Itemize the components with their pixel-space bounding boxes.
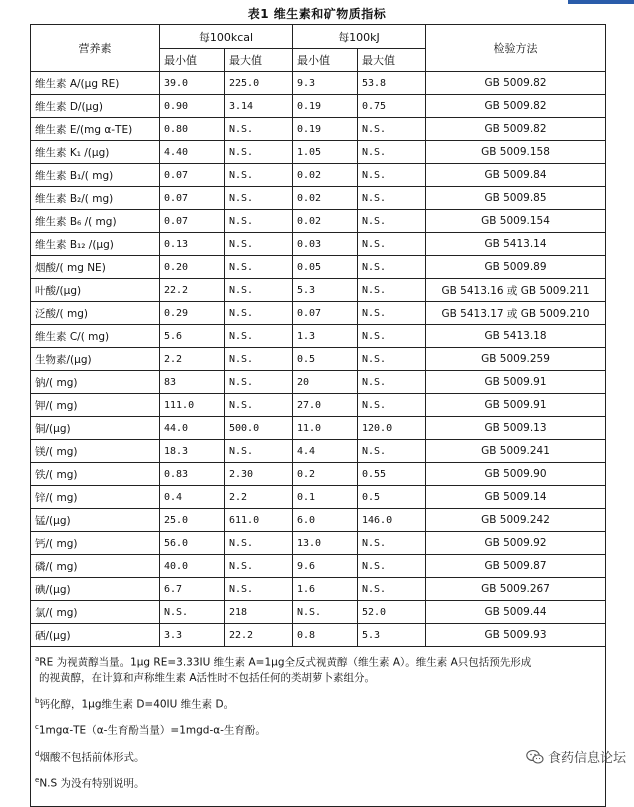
table-row: [31, 95, 606, 118]
header-nutrient: 营养素: [31, 25, 160, 72]
table-row: [31, 348, 606, 371]
kcal-max-value: N.S.: [225, 187, 293, 210]
kcal-min-value: 18.3: [160, 440, 225, 463]
kcal-max-value: N.S.: [225, 256, 293, 279]
kj-max-value: N.S.: [358, 233, 426, 256]
table-row: [31, 210, 606, 233]
test-method-value: GB 5009.242: [426, 509, 606, 532]
kj-max-value: N.S.: [358, 187, 426, 210]
test-method-value: GB 5009.13: [426, 417, 606, 440]
kcal-max-value: 2.30: [225, 463, 293, 486]
kj-max-value: N.S.: [358, 325, 426, 348]
table-row: [31, 187, 606, 210]
kj-min-value: 27.0: [293, 394, 358, 417]
test-method-value: GB 5009.158: [426, 141, 606, 164]
kcal-min-value: 3.3: [160, 624, 225, 647]
kcal-max-value: N.S.: [225, 555, 293, 578]
test-method-value: GB 5009.84: [426, 164, 606, 187]
kcal-max-value: N.S.: [225, 164, 293, 187]
kj-min-value: 20: [293, 371, 358, 394]
kj-max-value: N.S.: [358, 279, 426, 302]
kcal-min-value: N.S.: [160, 601, 225, 624]
table-caption: 表1 维生素和矿物质指标: [247, 7, 387, 21]
footnote-a: [35, 652, 601, 686]
test-method-value: GB 5009.154: [426, 210, 606, 233]
table-row: [31, 417, 606, 440]
footnote-text: 钙化醇，1μg维生素 D=40IU 维生素 D。: [39, 698, 235, 710]
table-row: [31, 440, 606, 463]
nutrient-name: 维生素 B₆ /( mg): [31, 210, 160, 233]
kj-min-value: 0.07: [293, 302, 358, 325]
header-per-100kj: 每100kJ: [293, 25, 426, 49]
kcal-max-value: 225.0: [225, 72, 293, 95]
header-kcal-min: 最小值: [160, 49, 225, 72]
test-method-value: GB 5413.14: [426, 233, 606, 256]
nutrient-name: 锰/(μg): [31, 509, 160, 532]
kj-max-value: N.S.: [358, 348, 426, 371]
kj-min-value: 0.19: [293, 95, 358, 118]
kj-max-value: N.S.: [358, 578, 426, 601]
nutrient-name: 维生素 B₁₂ /(μg): [31, 233, 160, 256]
table-row: [31, 532, 606, 555]
test-method-value: GB 5009.90: [426, 463, 606, 486]
nutrient-name: 泛酸/( mg): [31, 302, 160, 325]
nutrient-name: 铜/(μg): [31, 417, 160, 440]
kj-min-value: N.S.: [293, 601, 358, 624]
table-row: [31, 164, 606, 187]
table-row: [31, 279, 606, 302]
test-method-value: GB 5009.267: [426, 578, 606, 601]
kcal-min-value: 56.0: [160, 532, 225, 555]
kj-min-value: 0.03: [293, 233, 358, 256]
test-method-value: GB 5009.87: [426, 555, 606, 578]
test-method-value: GB 5009.85: [426, 187, 606, 210]
nutrient-name: 钠/( mg): [31, 371, 160, 394]
kj-min-value: 4.4: [293, 440, 358, 463]
kj-min-value: 0.8: [293, 624, 358, 647]
kj-min-value: 0.02: [293, 164, 358, 187]
kj-min-value: 0.5: [293, 348, 358, 371]
test-method-value: GB 5009.91: [426, 394, 606, 417]
kcal-max-value: N.S.: [225, 348, 293, 371]
nutrient-name: 烟酸/( mg NE): [31, 256, 160, 279]
kj-max-value: 0.75: [358, 95, 426, 118]
kcal-min-value: 2.2: [160, 348, 225, 371]
kj-min-value: 1.6: [293, 578, 358, 601]
kcal-min-value: 22.2: [160, 279, 225, 302]
nutrient-name: 维生素 K₁ /(μg): [31, 141, 160, 164]
table-row: [31, 486, 606, 509]
table-row: [31, 601, 606, 624]
test-method-value: GB 5413.18: [426, 325, 606, 348]
footnote-b: [35, 694, 601, 713]
kcal-min-value: 83: [160, 371, 225, 394]
footnote-mark: c: [35, 723, 39, 731]
test-method-value: GB 5009.93: [426, 624, 606, 647]
kj-max-value: 52.0: [358, 601, 426, 624]
nutrient-name: 维生素 B₂/( mg): [31, 187, 160, 210]
table-row: [31, 555, 606, 578]
wechat-icon: [526, 749, 544, 765]
nutrient-name: 钾/( mg): [31, 394, 160, 417]
kcal-min-value: 44.0: [160, 417, 225, 440]
kj-min-value: 0.05: [293, 256, 358, 279]
header-per-100kcal: 每100kcal: [160, 25, 293, 49]
kcal-max-value: 2.2: [225, 486, 293, 509]
kj-min-value: 9.6: [293, 555, 358, 578]
table-row: [31, 463, 606, 486]
footnote-text: 1mgα-TE（α-生育酚当量）=1mgd-α-生育酚。: [38, 724, 266, 737]
kj-min-value: 13.0: [293, 532, 358, 555]
kcal-max-value: N.S.: [225, 532, 293, 555]
nutrient-table: [30, 24, 606, 807]
nutrient-name: 锌/( mg): [31, 486, 160, 509]
kj-max-value: N.S.: [358, 210, 426, 233]
nutrient-name: 镁/( mg): [31, 440, 160, 463]
kcal-min-value: 39.0: [160, 72, 225, 95]
kcal-max-value: N.S.: [225, 141, 293, 164]
kj-max-value: 53.8: [358, 72, 426, 95]
kcal-min-value: 0.07: [160, 164, 225, 187]
footnote-text: 烟酸不包括前体形式。: [39, 751, 145, 763]
kcal-max-value: N.S.: [225, 371, 293, 394]
test-method-value: GB 5009.259: [426, 348, 606, 371]
nutrient-name: 维生素 A/(μg RE): [31, 72, 160, 95]
kcal-min-value: 0.90: [160, 95, 225, 118]
footnote-d: [35, 747, 601, 766]
nutrient-name: 维生素 B₁/( mg): [31, 164, 160, 187]
table-row: [31, 72, 606, 95]
kcal-min-value: 40.0: [160, 555, 225, 578]
kcal-max-value: N.S.: [225, 233, 293, 256]
test-method-value: GB 5413.16 或 GB 5009.211: [426, 279, 606, 302]
footnote-mark: b: [35, 696, 40, 705]
kj-max-value: N.S.: [358, 256, 426, 279]
kcal-min-value: 6.7: [160, 578, 225, 601]
kj-max-value: N.S.: [358, 118, 426, 141]
kcal-min-value: 0.13: [160, 233, 225, 256]
watermark-text: 食药信息论坛: [547, 751, 626, 766]
kcal-max-value: N.S.: [225, 578, 293, 601]
footnote-e: [35, 773, 601, 792]
footnote-c: [35, 720, 601, 739]
kj-min-value: 1.3: [293, 325, 358, 348]
kj-max-value: N.S.: [358, 371, 426, 394]
test-method-value: GB 5009.89: [426, 256, 606, 279]
kj-min-value: 0.02: [293, 210, 358, 233]
kj-min-value: 1.05: [293, 141, 358, 164]
kcal-min-value: 5.6: [160, 325, 225, 348]
table-row: [31, 509, 606, 532]
table-row: [31, 325, 606, 348]
table-body: [31, 72, 606, 647]
nutrient-name: 磷/( mg): [31, 555, 160, 578]
nutrient-name: 钙/( mg): [31, 532, 160, 555]
kj-min-value: 5.3: [293, 279, 358, 302]
kj-max-value: N.S.: [358, 164, 426, 187]
header-kj-min: 最小值: [293, 49, 358, 72]
kj-min-value: 11.0: [293, 417, 358, 440]
kj-max-value: N.S.: [358, 394, 426, 417]
kcal-max-value: 611.0: [225, 509, 293, 532]
kcal-max-value: N.S.: [225, 118, 293, 141]
test-method-value: GB 5009.92: [426, 532, 606, 555]
kcal-min-value: 0.4: [160, 486, 225, 509]
test-method-value: GB 5009.82: [426, 95, 606, 118]
kcal-min-value: 0.80: [160, 118, 225, 141]
table-footnotes: [31, 647, 606, 807]
footnote-text: N.S 为没有特别说明。: [39, 777, 145, 790]
kcal-max-value: N.S.: [225, 210, 293, 233]
kj-min-value: 9.3: [293, 72, 358, 95]
kcal-min-value: 0.07: [160, 187, 225, 210]
footnote-text: RE 为视黄醇当量。1μg RE=3.33IU 维生素 A=1μg全反式视黄醇（维生素 A）。维生素 A只包括预先形成: [39, 656, 532, 669]
table-row: [31, 578, 606, 601]
nutrient-name: 铁/( mg): [31, 463, 160, 486]
footnote-mark: e: [35, 776, 40, 784]
kj-min-value: 0.02: [293, 187, 358, 210]
nutrient-name: 维生素 C/( mg): [31, 325, 160, 348]
header-kcal-max: 最大值: [225, 49, 293, 72]
kj-max-value: 120.0: [358, 417, 426, 440]
kcal-max-value: 3.14: [225, 95, 293, 118]
kj-max-value: 146.0: [358, 509, 426, 532]
kcal-max-value: 500.0: [225, 417, 293, 440]
table-row: [31, 371, 606, 394]
kcal-min-value: 0.07: [160, 210, 225, 233]
nutrient-name: 生物素/(μg): [31, 348, 160, 371]
kcal-max-value: 22.2: [225, 624, 293, 647]
test-method-value: GB 5413.17 或 GB 5009.210: [426, 302, 606, 325]
footnote-mark: d: [35, 749, 40, 758]
kj-max-value: 0.5: [358, 486, 426, 509]
kcal-min-value: 4.40: [160, 141, 225, 164]
header-kj-max: 最大值: [358, 49, 426, 72]
nutrient-name: 氯/( mg): [31, 601, 160, 624]
table-row: [31, 624, 606, 647]
kcal-max-value: N.S.: [225, 302, 293, 325]
table-row: [31, 256, 606, 279]
kcal-max-value: N.S.: [225, 394, 293, 417]
kcal-min-value: 0.29: [160, 302, 225, 325]
table-row: [31, 118, 606, 141]
test-method-value: GB 5009.241: [426, 440, 606, 463]
kj-max-value: N.S.: [358, 440, 426, 463]
kj-max-value: N.S.: [358, 141, 426, 164]
nutrient-name: 硒/(μg): [31, 624, 160, 647]
footnote-text: 的视黄醇，在计算和声称维生素 A活性时不包括任何的类胡萝卜素组分。: [39, 671, 376, 684]
table-row: [31, 302, 606, 325]
kcal-max-value: N.S.: [225, 279, 293, 302]
nutrient-name: 维生素 E/(mg α-TE): [31, 118, 160, 141]
watermark: [526, 747, 626, 766]
test-method-value: GB 5009.14: [426, 486, 606, 509]
table-row: [31, 141, 606, 164]
kj-min-value: 0.19: [293, 118, 358, 141]
kcal-max-value: 218: [225, 601, 293, 624]
test-method-value: GB 5009.82: [426, 118, 606, 141]
kj-max-value: N.S.: [358, 302, 426, 325]
kcal-min-value: 111.0: [160, 394, 225, 417]
kj-max-value: 5.3: [358, 624, 426, 647]
kj-min-value: 0.2: [293, 463, 358, 486]
kcal-max-value: N.S.: [225, 440, 293, 463]
nutrient-name: 碘/(μg): [31, 578, 160, 601]
table-row: [31, 233, 606, 256]
top-accent-bar: [568, 0, 634, 4]
kcal-max-value: N.S.: [225, 325, 293, 348]
nutrient-name: 维生素 D/(μg): [31, 95, 160, 118]
test-method-value: GB 5009.91: [426, 371, 606, 394]
footnote-mark: a: [35, 655, 40, 663]
test-method-value: GB 5009.44: [426, 601, 606, 624]
kj-max-value: 0.55: [358, 463, 426, 486]
kcal-min-value: 25.0: [160, 509, 225, 532]
kcal-min-value: 0.20: [160, 256, 225, 279]
nutrient-name: 叶酸/(μg): [31, 279, 160, 302]
header-test-method: 检验方法: [426, 25, 606, 72]
test-method-value: GB 5009.82: [426, 72, 606, 95]
kj-max-value: N.S.: [358, 555, 426, 578]
table-row: [31, 394, 606, 417]
kj-max-value: N.S.: [358, 532, 426, 555]
kj-min-value: 6.0: [293, 509, 358, 532]
kj-min-value: 0.1: [293, 486, 358, 509]
kcal-min-value: 0.83: [160, 463, 225, 486]
